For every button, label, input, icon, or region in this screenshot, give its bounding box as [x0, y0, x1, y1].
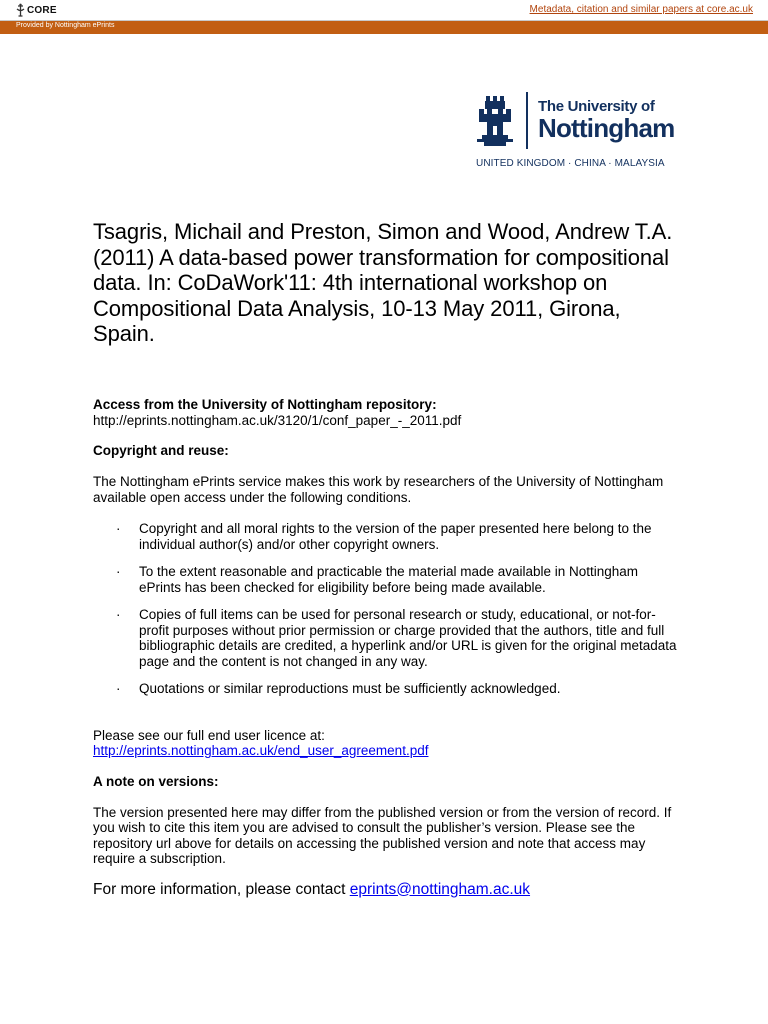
logo-line2: Nottingham: [538, 113, 675, 143]
condition-text: To the extent reasonable and practicable the material made available in Nottingham ePrints has been checked for eligibility before being made available.: [139, 564, 639, 595]
core-logo-icon: [15, 3, 26, 18]
contact-text: For more information, please contact: [93, 880, 350, 898]
access-heading: Access from the University of Nottingham repository:: [93, 396, 437, 412]
list-item: [93, 681, 678, 697]
contact-line: [93, 881, 678, 899]
main-content: [93, 219, 678, 899]
bullet-symbol: ·: [116, 681, 121, 696]
provided-by-bar: [0, 21, 768, 34]
licence-link[interactable]: http://eprints.nottingham.ac.uk/end_user_agreement.pdf: [93, 743, 429, 758]
repository-url: http://eprints.nottingham.ac.uk/3120/1/conf_paper_-_2011.pdf: [93, 412, 462, 428]
condition-text: Copies of full items can be used for personal research or study, educational, or not-for-profit purposes without prior permission or charge provided that the authors, title and full bibliographic details are credited, a hyperlink and/or URL is given for the original metadata page and the content is not changed in any way.: [139, 607, 677, 669]
core-logo-text: CORE: [27, 4, 57, 16]
copyright-heading: Copyright and reuse:: [93, 443, 229, 458]
list-item: [93, 564, 678, 595]
bullet-symbol: ·: [116, 607, 121, 622]
list-item: [93, 607, 678, 669]
university-logo: [474, 92, 674, 172]
condition-text: Copyright and all moral rights to the version of the paper presented here belong to the individual author(s) and/or other copyright owners.: [139, 521, 652, 552]
licence-text: Please see our full end user licence at:: [93, 727, 325, 743]
provided-by-text: Provided by Nottingham ePrints: [16, 22, 115, 29]
castle-crest-icon: [474, 94, 516, 148]
condition-text: Quotations or similar reproductions must be sufficiently acknowledged.: [139, 681, 561, 696]
citation-text: Tsagris, Michail and Preston, Simon and Wood, Andrew T.A. (2011) A data-based power transformation for compositional data. In: CoDaWork'11: 4th international workshop on Compositional Data Analysis, 10-13 May 2011, Girona, Spain.: [93, 219, 673, 346]
core-logo[interactable]: [15, 2, 57, 18]
contact-email-link[interactable]: eprints@nottingham.ac.uk: [349, 880, 531, 898]
logo-subtitle: UNITED KINGDOM · CHINA · MALAYSIA: [476, 158, 665, 169]
core-metadata-link[interactable]: Metadata, citation and similar papers at core.ac.uk: [529, 4, 753, 15]
licence-link-line: [93, 743, 678, 759]
bullet-symbol: ·: [116, 521, 121, 536]
logo-line1: The University of: [538, 98, 655, 115]
list-item: [93, 521, 678, 552]
versions-text: The version presented here may differ from the published version or from the version of record. If you wish to cite this item you are advised to consult the publisher’s version. Please see the repository url above for details on accessing the published version and note that access may require a subscription.: [93, 804, 672, 866]
core-banner: [0, 0, 768, 21]
logo-divider: [526, 92, 528, 149]
versions-heading: A note on versions:: [93, 773, 219, 789]
bullet-symbol: ·: [116, 564, 121, 579]
copyright-intro: The Nottingham ePrints service makes this work by researchers of the University of Nottingham available open access under the following conditions.: [93, 474, 664, 505]
conditions-list: [93, 521, 678, 697]
